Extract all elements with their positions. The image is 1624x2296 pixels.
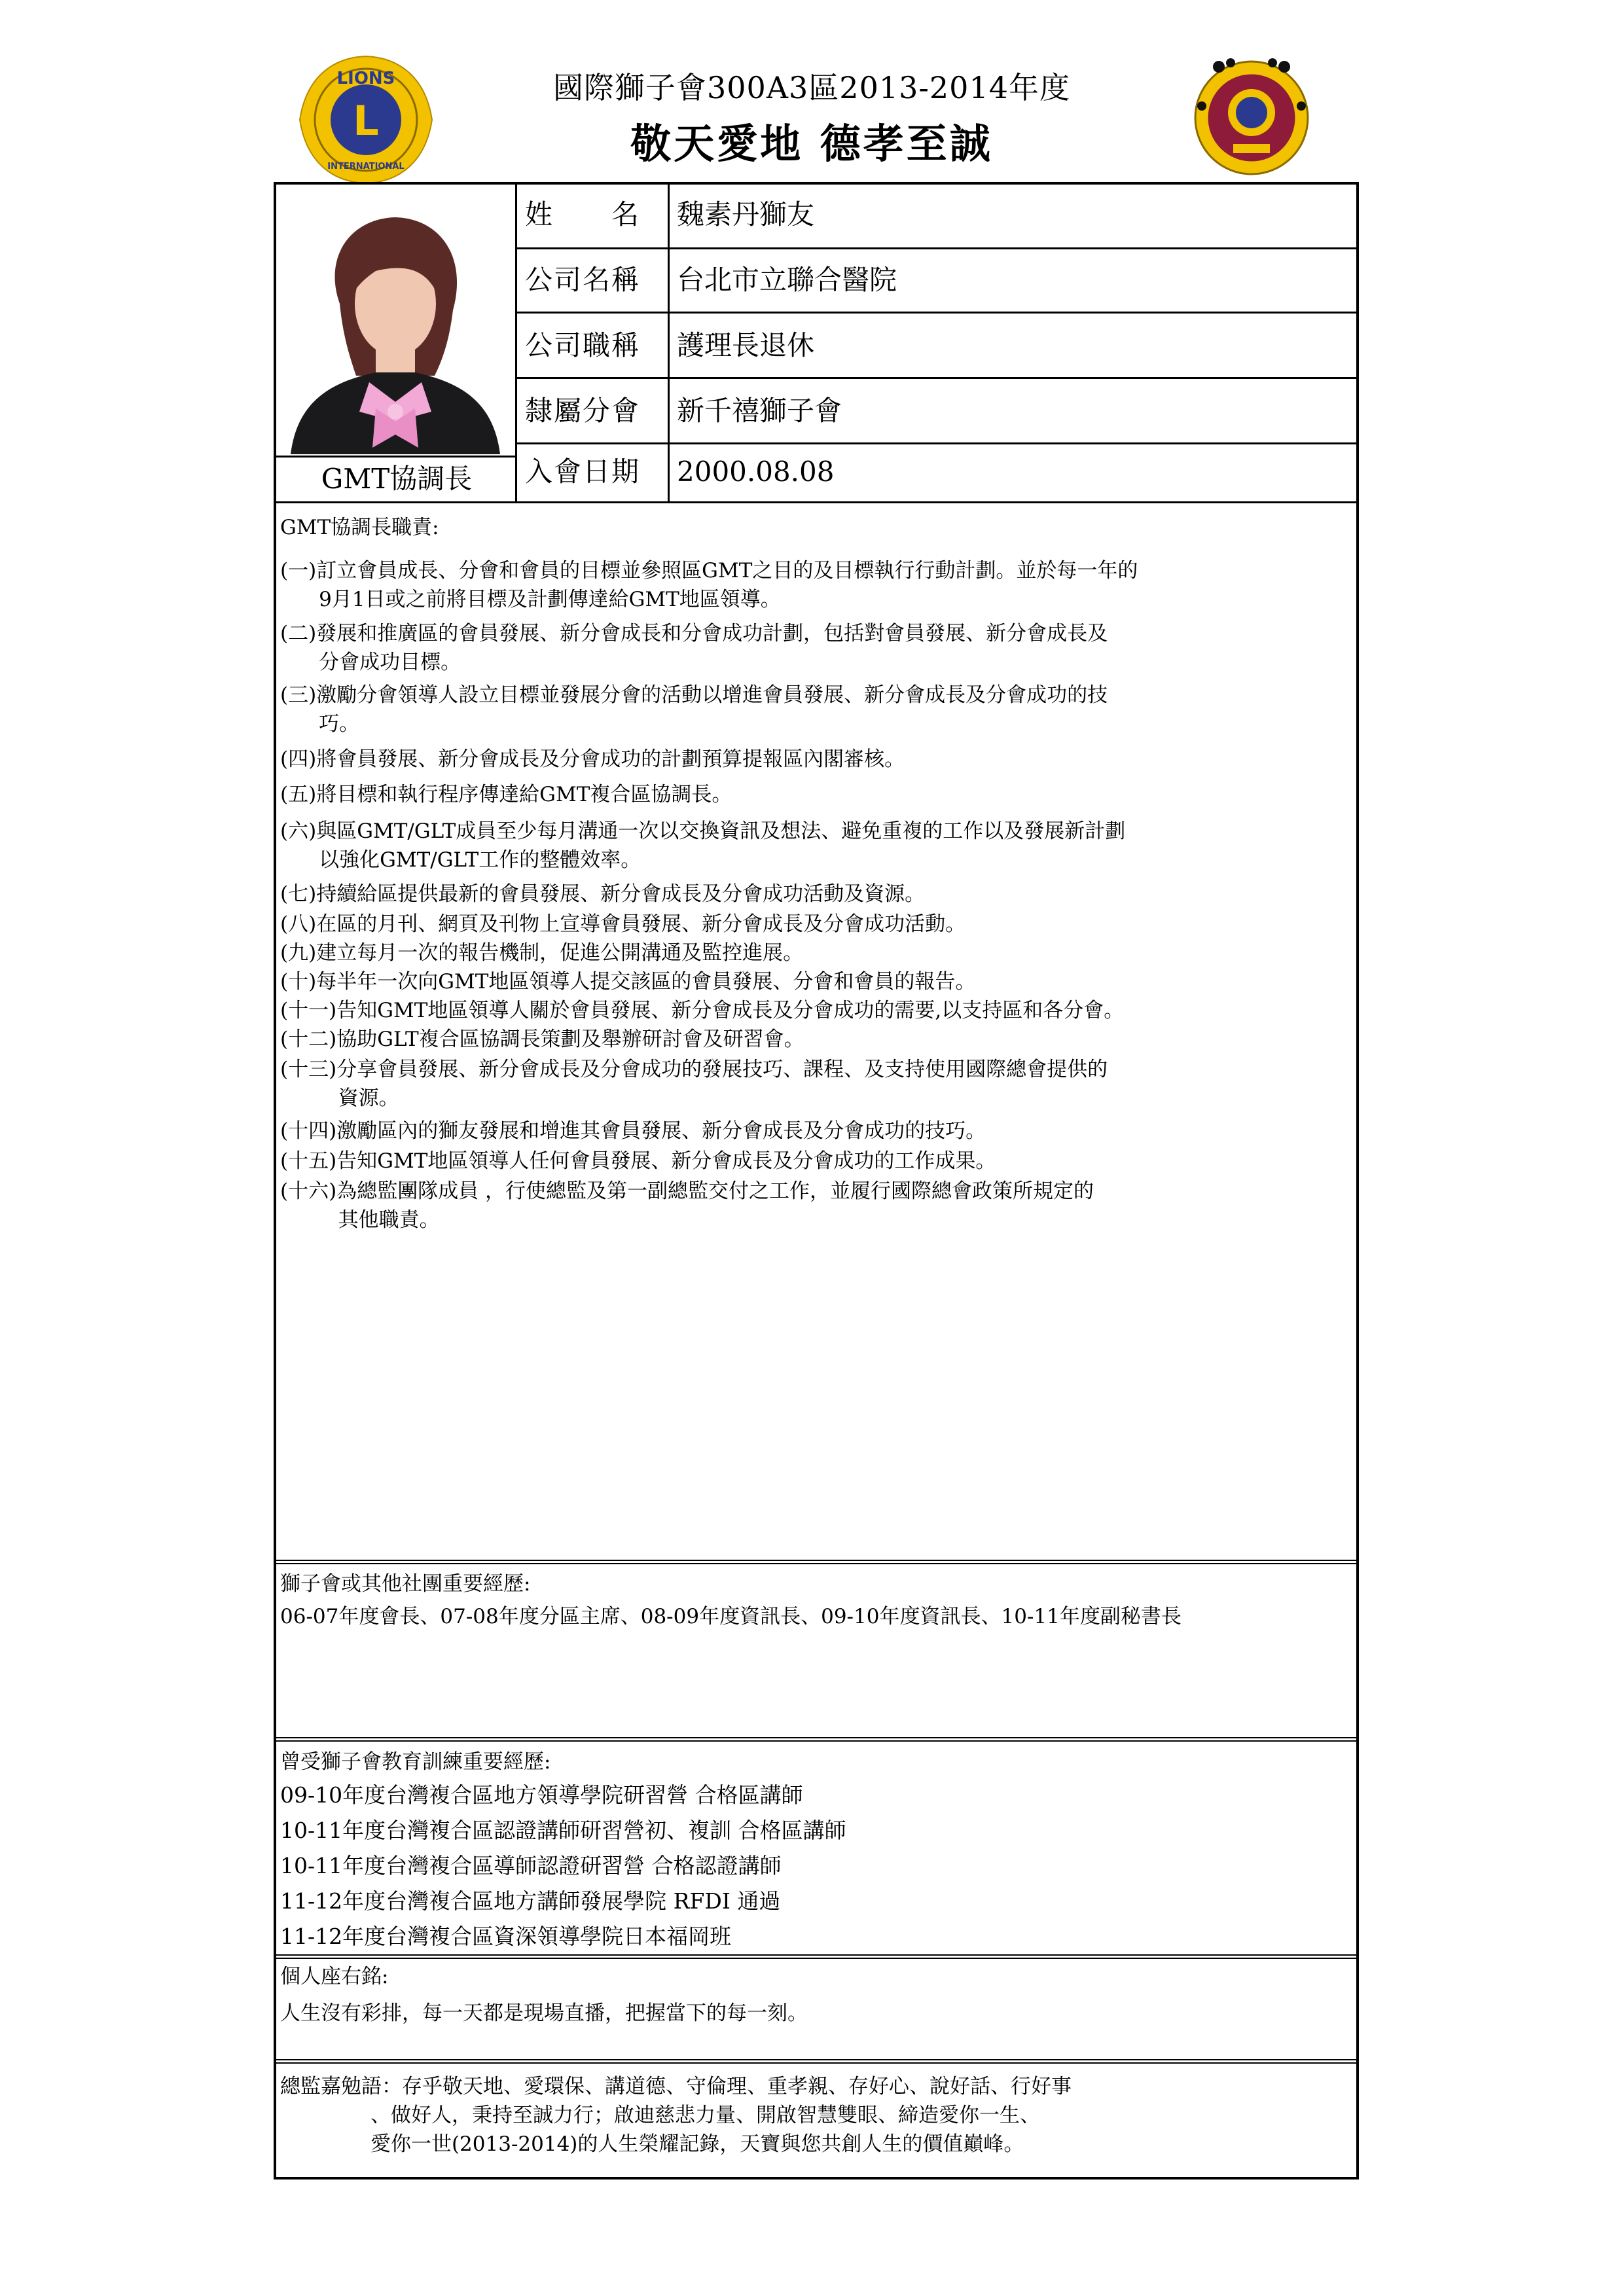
field-value-title: 護理長退休 <box>677 329 815 361</box>
training-item: 10-11年度台灣複合區導師認證研習營 合格認證講師 <box>280 1853 782 1878</box>
district-emblem-logo <box>1193 54 1310 182</box>
duty-item: (七)持續給區提供最新的會員發展、新分會成長及分會成功活動及資源。 <box>280 882 926 906</box>
duty-item: 資源。 <box>280 1086 399 1110</box>
duties-heading: GMT協調長職責: <box>280 516 439 539</box>
duty-item: (十三)分享會員發展、新分會成長及分會成功的發展技巧、課程、及支持使用國際總會提供的 <box>280 1058 1108 1081</box>
duty-item: (十六)為總監團隊成員 ，行使總監及第一副總監交付之工作，並履行國際總會政策所規定的 <box>280 1179 1094 1203</box>
duty-item: (五)將目標和執行程序傳達給GMT複合區協調長。 <box>280 783 732 806</box>
logo-l-letter: L <box>353 97 379 145</box>
field-value-join-date: 2000.08.08 <box>677 456 835 488</box>
document-title: 國際獅子會300A3區2013-2014年度 <box>553 70 1070 105</box>
logo-international-text: INTERNATIONAL <box>327 162 405 171</box>
governor-line: 愛你一世(2013-2014)的人生榮耀記錄，天寶與您共創人生的價值巔峰。 <box>280 2132 1024 2156</box>
document-slogan: 敬天愛地 德孝至誠 <box>630 120 993 168</box>
duty-item: 9月1日或之前將目標及計劃傳達給GMT地區領導。 <box>280 588 781 611</box>
duty-item: 以強化GMT/GLT工作的整體效率。 <box>280 848 641 872</box>
duty-item: (二)發展和推廣區的會員發展、新分會成長和分會成功計劃，包括對會員發展、新分會成長及 <box>280 622 1108 645</box>
duty-item: (十二)協助GLT複合區協調長策劃及舉辦研討會及研習會。 <box>280 1028 804 1051</box>
lions-international-logo <box>293 51 439 188</box>
field-label-club: 隸屬分會 <box>525 395 641 427</box>
duty-item: (十五)告知GMT地區領導人任何會員發展、新分會成長及分會成功的工作成果。 <box>280 1149 996 1173</box>
photo-caption: GMT協調長 <box>321 463 473 495</box>
training-item: 11-12年度台灣複合區地方講師發展學院 RFDI 通過 <box>280 1888 781 1914</box>
duty-item: (三)激勵分會領導人設立目標並發展分會的活動以增進會員發展、新分會成長及分會成功的技 <box>280 683 1108 707</box>
duty-item: (十四)激勵區內的獅友發展和增進其會員發展、新分會成長及分會成功的技巧。 <box>280 1119 986 1143</box>
duty-item: (四)將會員發展、新分會成長及分會成功的計劃預算提報區內閣審核。 <box>280 747 905 771</box>
duty-item: 巧。 <box>280 712 360 736</box>
duty-item: (九)建立每月一次的報告機制，促進公開溝通及監控進展。 <box>280 941 804 965</box>
duty-item: (六)與區GMT/GLT成員至少每月溝通一次以交換資訊及想法、避免重複的工作以及發展新計劃 <box>280 819 1126 843</box>
logo-lions-text: LIONS <box>336 69 395 88</box>
field-label-name: 姓 名 <box>525 198 641 230</box>
portrait-photo <box>278 186 513 454</box>
field-value-company: 台北市立聯合醫院 <box>677 264 897 296</box>
field-label-title: 公司職稱 <box>525 329 641 361</box>
duty-item: (十)每半年一次向GMT地區領導人提交該區的會員發展、分會和會員的報告。 <box>280 970 976 994</box>
duty-item: (一)訂立會員成長、分會和會員的目標並參照區GMT之目的及目標執行行動計劃。並於每一年的 <box>280 559 1138 583</box>
duty-item: (十一)告知GMT地區領導人關於會員發展、新分會成長及分會成功的需要,以支持區和各分會。 <box>280 999 1125 1022</box>
experience-heading: 獅子會或其他社團重要經歷: <box>280 1572 531 1596</box>
duty-item: 分會成功目標。 <box>280 651 461 674</box>
training-item: 09-10年度台灣複合區地方領導學院研習營 合格區講師 <box>280 1782 803 1808</box>
training-item: 11-12年度台灣複合區資深領導學院日本福岡班 <box>280 1924 732 1949</box>
field-value-club: 新千禧獅子會 <box>677 395 842 427</box>
field-label-join-date: 入會日期 <box>525 456 641 488</box>
governor-line: 總監嘉勉語：存乎敬天地、愛環保、講道德、守倫理、重孝親、存好心、說好話、行好事 <box>280 2075 1072 2098</box>
field-label-company: 公司名稱 <box>525 264 641 296</box>
field-value-name: 魏素丹獅友 <box>677 198 815 230</box>
training-heading: 曾受獅子會教育訓練重要經歷: <box>280 1750 551 1774</box>
duty-item: (八)在區的月刊、網頁及刊物上宣導會員發展、新分會成長及分會成功活動。 <box>280 912 966 936</box>
motto-heading: 個人座右銘: <box>280 1965 389 1988</box>
governor-line: 、做好人，秉持至誠力行；啟迪慈悲力量、開啟智慧雙眼、締造愛你一生、 <box>280 2104 1040 2127</box>
duty-item: 其他職責。 <box>280 1208 440 1232</box>
training-item: 10-11年度台灣複合區認證講師研習營初、複訓 合格區講師 <box>280 1818 846 1843</box>
motto-text: 人生沒有彩排，每一天都是現場直播，把握當下的每一刻。 <box>280 2001 808 2025</box>
experience-text: 06-07年度會長、07-08年度分區主席、08-09年度資訊長、09-10年度資訊長、10-11年度副秘書長 <box>280 1605 1182 1628</box>
